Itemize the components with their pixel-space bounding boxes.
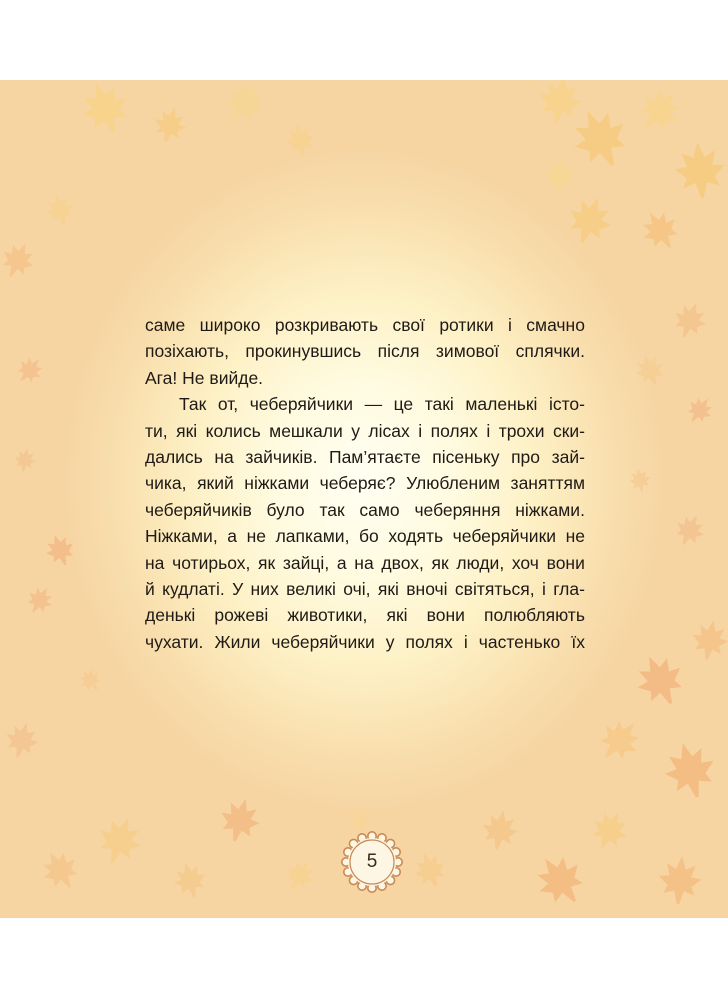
word: свої [392, 315, 425, 335]
text-line [145, 629, 585, 655]
page-number: 5 [366, 851, 378, 872]
word: Жили [214, 631, 261, 652]
text-line [145, 497, 585, 523]
word: сплячки. [515, 341, 585, 362]
word: ніжками. [515, 499, 585, 520]
word: які [377, 579, 399, 600]
word: ніжками [244, 473, 310, 494]
word: чеберяє? [319, 473, 396, 494]
word: рожеві [214, 605, 269, 626]
word: денькі [145, 605, 196, 626]
word: чеберяйчиків [145, 499, 252, 520]
word: Не [182, 367, 205, 388]
word: от, [217, 394, 239, 415]
word: не [246, 526, 266, 547]
word: вийде. [209, 367, 264, 388]
word: розкривають [274, 315, 379, 335]
word: про [511, 447, 541, 468]
word: великі [286, 579, 336, 600]
word: бо [359, 526, 379, 547]
word: на [214, 447, 234, 468]
word: животики, [287, 605, 368, 626]
word: ти, [145, 420, 168, 441]
word: двох, [381, 552, 424, 573]
word: зай- [551, 447, 585, 468]
word: трохи [498, 420, 545, 441]
story-text [145, 312, 585, 655]
word: після [377, 341, 420, 362]
word: люди, [456, 552, 505, 573]
word: полюбляють [483, 605, 585, 626]
word: ски- [552, 420, 585, 441]
word: лісах [368, 420, 410, 441]
word: чика, [145, 473, 187, 494]
word: маленькі [465, 394, 538, 415]
word: смачно [526, 315, 585, 335]
word: чеберяйчики [271, 631, 375, 652]
word: них [250, 579, 279, 600]
text-line [145, 312, 585, 338]
word: які [176, 420, 198, 441]
word: очі, [343, 579, 371, 600]
text-line [145, 576, 585, 602]
word: само [359, 499, 400, 520]
book-page [0, 80, 728, 918]
word: ходять [388, 526, 444, 547]
word: заняттям [510, 473, 585, 494]
word: Улюбленим [406, 473, 501, 494]
word: і [418, 420, 423, 441]
word: чотирьох, [172, 552, 251, 573]
text-line [145, 391, 585, 417]
word: істо- [548, 394, 585, 415]
word: і [486, 420, 491, 441]
word: зайчиків. [245, 447, 318, 468]
word: вони [426, 605, 465, 626]
word: на [145, 552, 165, 573]
word: як [431, 552, 449, 573]
word: у [385, 631, 395, 652]
word: полях [405, 631, 453, 652]
text-line [145, 338, 585, 364]
word: Ага! [145, 367, 178, 388]
word: чухати. [145, 631, 204, 652]
word: світяться, [454, 579, 535, 600]
word: на [354, 552, 374, 573]
word: колись [205, 420, 261, 441]
word: лапками, [275, 526, 350, 547]
word: а [227, 526, 237, 547]
word: їх [571, 631, 585, 652]
word: частенько [478, 631, 561, 652]
text-line [145, 602, 585, 628]
word: прокинувшись [245, 341, 362, 362]
word: не [565, 526, 585, 547]
word: у [351, 420, 360, 441]
word: а [336, 552, 347, 573]
word: кудлаті. [162, 579, 225, 600]
word: позіхають, [145, 341, 229, 362]
word: і [541, 579, 546, 600]
word: які [386, 605, 408, 626]
word: гла- [553, 579, 585, 600]
word: чеберяння [414, 499, 501, 520]
word: як [258, 552, 276, 573]
text-line [145, 550, 585, 576]
word: зайці, [282, 552, 330, 573]
word: і [463, 631, 468, 652]
word: було [266, 499, 305, 520]
word: Пам’ятаєте [329, 447, 421, 468]
word: це [393, 394, 414, 415]
word: чеберяйчики [452, 526, 556, 547]
word: Ніжками, [145, 526, 218, 547]
word: полях [430, 420, 478, 441]
word: вони [546, 552, 585, 573]
word: й [145, 579, 155, 600]
word: вночі [406, 579, 448, 600]
text-line [145, 444, 585, 470]
text-line [145, 365, 585, 391]
word: чеберяйчики [249, 394, 354, 415]
word: — [364, 394, 383, 415]
word: такі [424, 394, 454, 415]
text-line [145, 418, 585, 444]
word: який [197, 473, 234, 494]
word: Так [179, 394, 207, 415]
text-line [145, 470, 585, 496]
word: і [508, 315, 512, 335]
word: зимової [435, 341, 500, 362]
word: саме [145, 315, 186, 335]
word: так [319, 499, 345, 520]
word: хоч [511, 552, 539, 573]
word: У [232, 579, 244, 600]
word: пісеньку [432, 447, 500, 468]
word: ротики [439, 315, 494, 335]
word: мешкали [269, 420, 343, 441]
text-line [145, 523, 585, 549]
word: широко [199, 315, 261, 335]
word: дались [145, 447, 203, 468]
